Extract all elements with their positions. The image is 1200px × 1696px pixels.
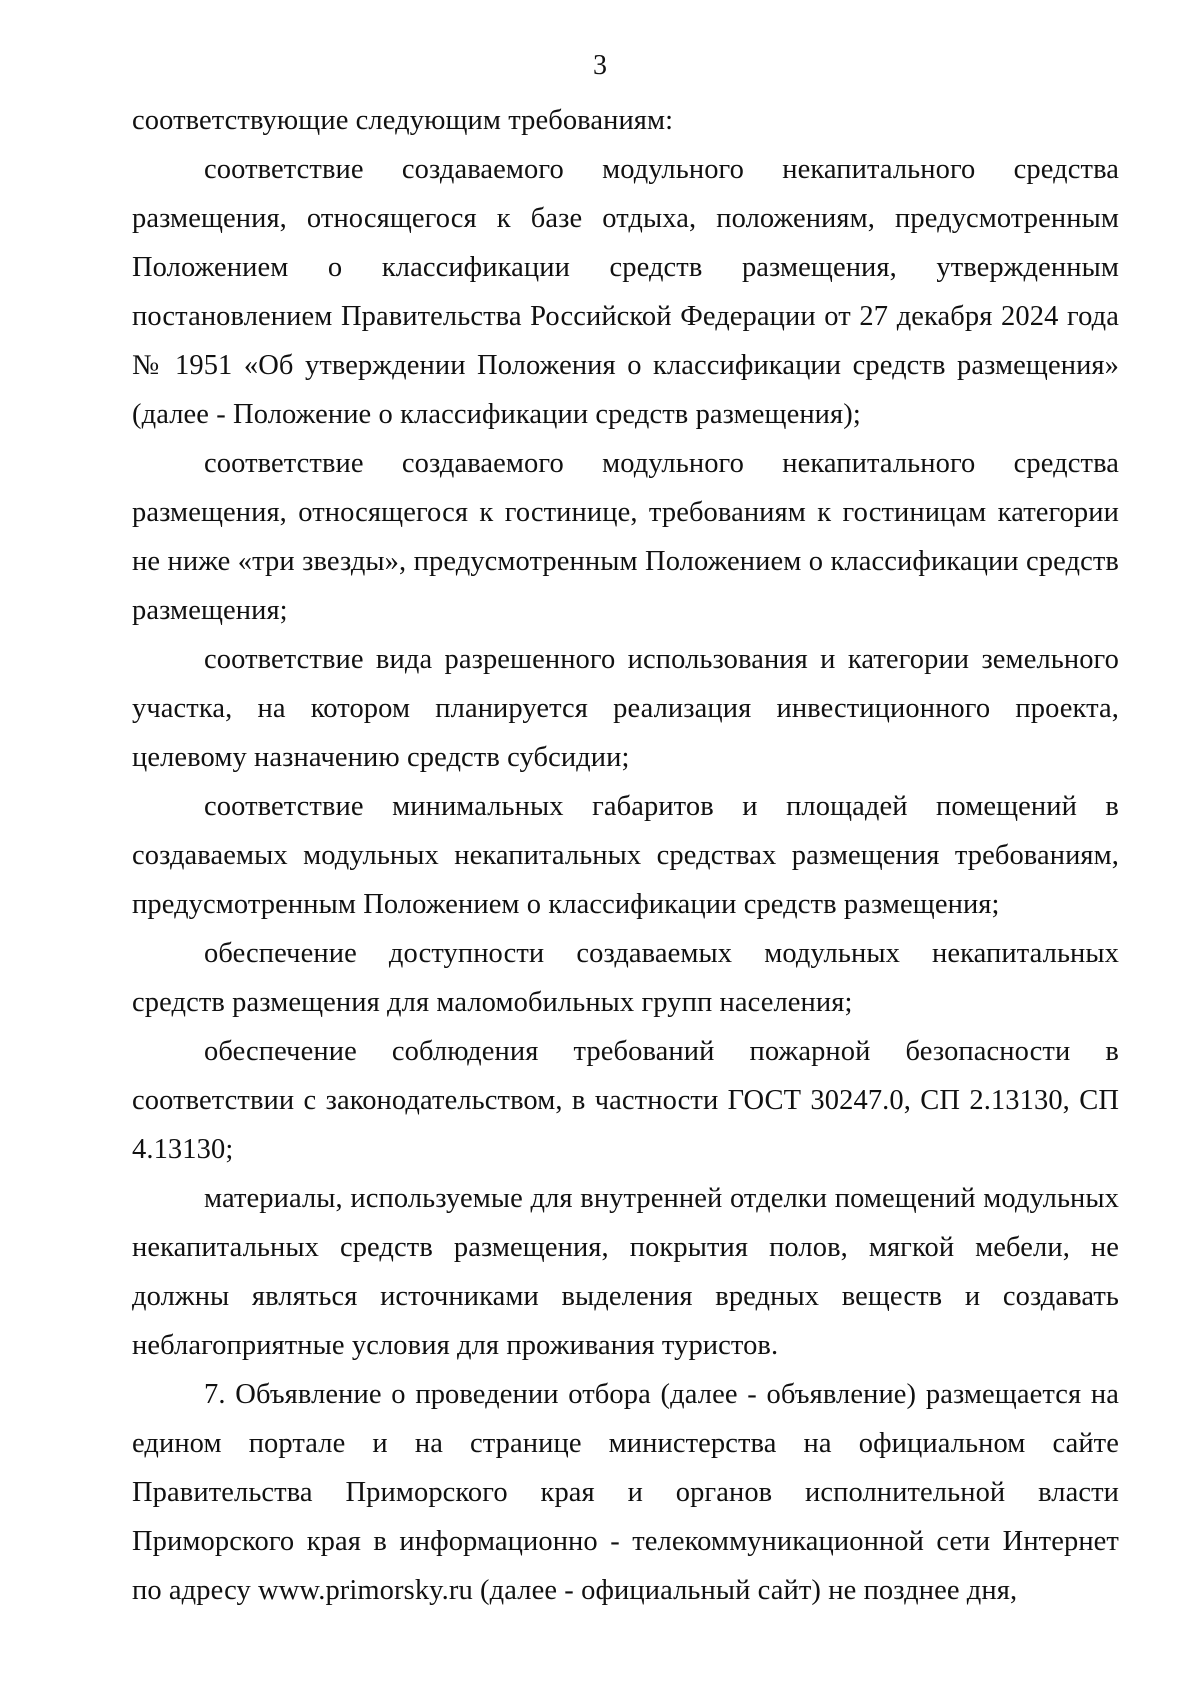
paragraph-gostinitsa: соответствие создаваемого модульного некапитального средства размещения, относящегося к гостинице, требованиям к гостиницам категории не ниже «три звезды», предусмотренным Положением о классификации средств размещения; (132, 448, 1119, 626)
paragraph-room-dimensions: соответствие минимальных габаритов и площадей помещений в создаваемых модульных некапитальных средствах размещения требованиям, предусмотренным Положением о классификации средств размещения; (132, 791, 1119, 920)
paragraph-item-7-announcement: 7. Объявление о проведении отбора (далее - объявление) размещается на едином портале и на странице министерства на официальном сайте Правительства Приморского края и органов исполнительной власти Приморского края в информационно - телекоммуникационной сети Интернет по адресу www.primorsky.ru (далее - официальный сайт) не позднее дня, (132, 1379, 1119, 1606)
paragraph-materials: материалы, используемые для внутренней отделки помещений модульных некапитальных средств размещения, покрытия полов, мягкой мебели, не должны являться источниками выделения вредных веществ и создавать неблагоприятные условия для проживания туристов. (132, 1183, 1119, 1361)
paragraph-fire-safety: обеспечение соблюдения требований пожарной безопасности в соответствии с законодательством, в частности ГОСТ 30247.0, СП 2.13130, СП 4.13130; (132, 1036, 1119, 1165)
paragraph-land-use: соответствие вида разрешенного использования и категории земельного участка, на котором планируется реализация инвестиционного проекта, целевому назначению средств субсидии; (132, 644, 1119, 773)
paragraph-requirements-intro: соответствующие следующим требованиям: (132, 105, 674, 136)
document-body (132, 96, 1119, 1615)
paragraph-base-otdykha: соответствие создаваемого модульного некапитального средства размещения, относящегося к базе отдыха, положениям, предусмотренным Положением о классификации средств размещения, утвержденным постановлением Правительства Российской Федерации от 27 декабря 2024 года № 1951 «Об утверждении Положения о классификации средств размещения» (далее - Положение о классификации средств размещения); (132, 154, 1119, 430)
page-number: 3 (593, 50, 607, 81)
paragraph-accessibility: обеспечение доступности создаваемых модульных некапитальных средств размещения для маломобильных групп населения; (132, 938, 1119, 1018)
